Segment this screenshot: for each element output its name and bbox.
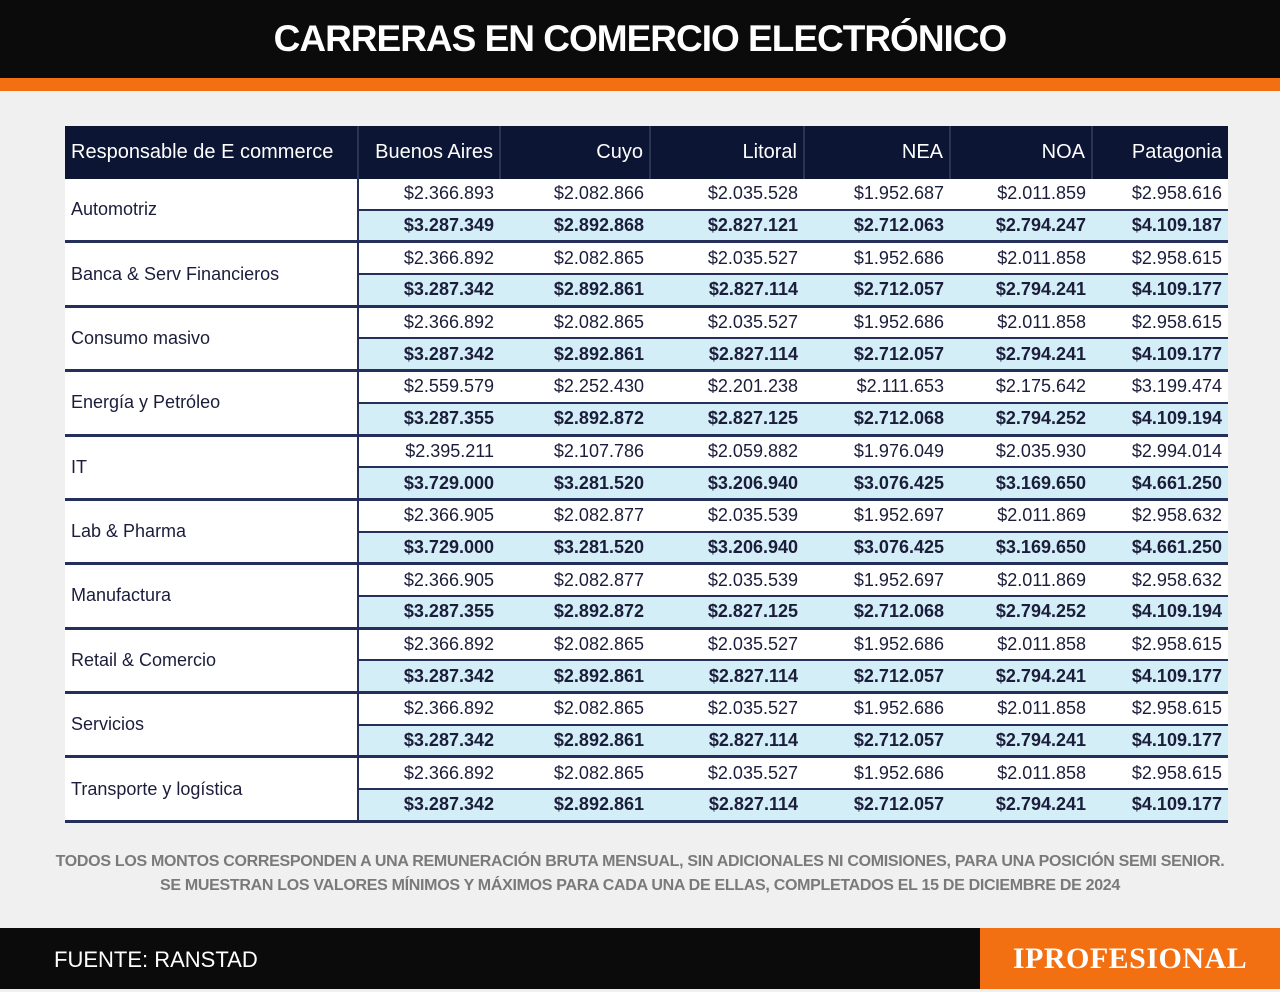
salary-max-cell: $2.827.114 (650, 725, 804, 757)
salary-max-cell: $4.661.250 (1092, 467, 1228, 499)
salary-min-cell: $1.976.049 (804, 435, 950, 467)
salary-min-cell: $2.175.642 (950, 371, 1092, 403)
table-row-min (65, 499, 1228, 531)
salary-min-cell: $2.958.615 (1092, 306, 1228, 338)
salary-min-cell: $2.958.615 (1092, 757, 1228, 789)
salary-min-cell: $2.994.014 (1092, 435, 1228, 467)
table-header-row (65, 126, 1228, 179)
salary-max-cell: $3.169.650 (950, 532, 1092, 564)
salary-max-cell: $3.169.650 (950, 467, 1092, 499)
column-header-noa: NOA (950, 126, 1092, 179)
salary-max-cell: $3.287.355 (358, 403, 500, 435)
salary-max-cell: $3.287.355 (358, 596, 500, 628)
salary-max-cell: $2.794.241 (950, 274, 1092, 306)
salary-min-cell: $1.952.686 (804, 693, 950, 725)
salary-min-cell: $2.082.877 (500, 499, 650, 531)
table-row-min (65, 628, 1228, 660)
salary-min-cell: $2.366.892 (358, 242, 500, 274)
salary-min-cell: $2.035.527 (650, 757, 804, 789)
category-label: Energía y Petróleo (65, 371, 358, 435)
salary-min-cell: $2.082.865 (500, 757, 650, 789)
salary-min-cell: $2.035.539 (650, 499, 804, 531)
salary-min-cell: $2.958.632 (1092, 564, 1228, 596)
salary-min-cell: $2.366.893 (358, 179, 500, 210)
salary-max-cell: $2.794.252 (950, 596, 1092, 628)
salary-max-cell: $4.109.187 (1092, 210, 1228, 242)
salary-max-cell: $2.827.114 (650, 338, 804, 370)
salary-min-cell: $1.952.686 (804, 757, 950, 789)
category-label: Manufactura (65, 564, 358, 628)
salary-max-cell: $3.287.342 (358, 274, 500, 306)
category-label: IT (65, 435, 358, 499)
salary-min-cell: $2.035.527 (650, 693, 804, 725)
salary-min-cell: $2.395.211 (358, 435, 500, 467)
salary-max-cell: $2.794.241 (950, 338, 1092, 370)
table-row-min (65, 435, 1228, 467)
footnote-line-1: TODOS LOS MONTOS CORRESPONDEN A UNA REMUNERACIÓN BRUTA MENSUAL, SIN ADICIONALES NI COMISIONES, PARA UNA POSICIÓN SEMI SENIOR. (55, 853, 1225, 870)
salary-max-cell: $2.827.114 (650, 660, 804, 692)
salary-min-cell: $2.107.786 (500, 435, 650, 467)
column-header-role: Responsable de E commerce (65, 126, 358, 179)
salary-min-cell: $2.958.615 (1092, 242, 1228, 274)
salary-min-cell: $2.366.905 (358, 499, 500, 531)
salary-max-cell: $2.712.057 (804, 274, 950, 306)
salary-min-cell: $2.111.653 (804, 371, 950, 403)
salary-max-cell: $3.076.425 (804, 467, 950, 499)
salary-table (65, 126, 1228, 823)
accent-divider (0, 78, 1280, 91)
category-label: Retail & Comercio (65, 628, 358, 692)
salary-max-cell: $2.827.114 (650, 274, 804, 306)
salary-max-cell: $2.794.241 (950, 789, 1092, 821)
salary-min-cell: $2.035.527 (650, 242, 804, 274)
footnote-line-2: SE MUESTRAN LOS VALORES MÍNIMOS Y MÁXIMOS PARA CADA UNA DE ELLAS, COMPLETADOS EL 15 DE DICIEMBRE DE 2024 (159, 877, 1121, 894)
salary-max-cell: $4.109.194 (1092, 403, 1228, 435)
salary-min-cell: $2.958.615 (1092, 628, 1228, 660)
salary-min-cell: $1.952.686 (804, 628, 950, 660)
salary-max-cell: $2.712.068 (804, 403, 950, 435)
salary-max-cell: $4.661.250 (1092, 532, 1228, 564)
salary-max-cell: $3.281.520 (500, 467, 650, 499)
column-header-litoral: Litoral (650, 126, 804, 179)
salary-min-cell: $2.082.865 (500, 242, 650, 274)
salary-max-cell: $2.712.057 (804, 338, 950, 370)
salary-max-cell: $2.892.861 (500, 725, 650, 757)
category-label: Transporte y logística (65, 757, 358, 821)
salary-min-cell: $2.011.869 (950, 564, 1092, 596)
salary-max-cell: $3.287.349 (358, 210, 500, 242)
salary-min-cell: $2.082.866 (500, 179, 650, 210)
salary-min-cell: $2.366.892 (358, 693, 500, 725)
salary-max-cell: $2.712.057 (804, 725, 950, 757)
salary-min-cell: $2.011.858 (950, 628, 1092, 660)
salary-max-cell: $2.794.247 (950, 210, 1092, 242)
salary-min-cell: $1.952.686 (804, 306, 950, 338)
salary-max-cell: $4.109.177 (1092, 274, 1228, 306)
column-header-nea: NEA (804, 126, 950, 179)
salary-min-cell: $2.366.892 (358, 757, 500, 789)
salary-min-cell: $2.011.869 (950, 499, 1092, 531)
category-label: Consumo masivo (65, 306, 358, 370)
salary-min-cell: $2.082.865 (500, 693, 650, 725)
column-header-cuyo: Cuyo (500, 126, 650, 179)
salary-max-cell: $3.287.342 (358, 660, 500, 692)
table-row-min (65, 179, 1228, 210)
salary-max-cell: $2.827.125 (650, 403, 804, 435)
salary-max-cell: $3.281.520 (500, 532, 650, 564)
brand-logo-box (980, 928, 1280, 989)
salary-min-cell: $2.035.527 (650, 306, 804, 338)
salary-max-cell: $2.892.861 (500, 274, 650, 306)
salary-min-cell: $2.082.865 (500, 628, 650, 660)
table-row-min (65, 693, 1228, 725)
salary-max-cell: $2.794.252 (950, 403, 1092, 435)
category-label: Banca & Serv Financieros (65, 242, 358, 306)
salary-max-cell: $2.712.057 (804, 660, 950, 692)
salary-max-cell: $4.109.194 (1092, 596, 1228, 628)
salary-max-cell: $2.892.868 (500, 210, 650, 242)
category-label: Lab & Pharma (65, 499, 358, 563)
salary-min-cell: $2.011.858 (950, 242, 1092, 274)
salary-max-cell: $2.794.241 (950, 660, 1092, 692)
salary-max-cell: $2.892.861 (500, 338, 650, 370)
salary-max-cell: $3.729.000 (358, 532, 500, 564)
table-row-min (65, 371, 1228, 403)
salary-min-cell: $2.035.539 (650, 564, 804, 596)
salary-max-cell: $4.109.177 (1092, 725, 1228, 757)
salary-max-cell: $2.712.057 (804, 789, 950, 821)
salary-min-cell: $2.035.930 (950, 435, 1092, 467)
salary-max-cell: $2.892.861 (500, 660, 650, 692)
salary-max-cell: $4.109.177 (1092, 338, 1228, 370)
page-title: CARRERAS EN COMERCIO ELECTRÓNICO (273, 18, 1007, 59)
salary-min-cell: $1.952.697 (804, 564, 950, 596)
source-label: FUENTE: RANSTAD (54, 947, 258, 972)
column-header-patagonia: Patagonia (1092, 126, 1228, 179)
salary-max-cell: $2.892.861 (500, 789, 650, 821)
salary-max-cell: $3.729.000 (358, 467, 500, 499)
salary-max-cell: $2.892.872 (500, 403, 650, 435)
salary-max-cell: $2.827.125 (650, 596, 804, 628)
salary-min-cell: $2.059.882 (650, 435, 804, 467)
salary-min-cell: $2.035.527 (650, 628, 804, 660)
salary-max-cell: $2.827.114 (650, 789, 804, 821)
salary-min-cell: $2.366.892 (358, 628, 500, 660)
salary-max-cell: $3.287.342 (358, 789, 500, 821)
category-label: Automotriz (65, 179, 358, 242)
salary-max-cell: $3.206.940 (650, 532, 804, 564)
salary-min-cell: $2.958.632 (1092, 499, 1228, 531)
salary-max-cell: $3.287.342 (358, 725, 500, 757)
salary-max-cell: $2.794.241 (950, 725, 1092, 757)
brand-logo: IPROFESIONAL (1012, 941, 1248, 975)
salary-min-cell: $2.011.858 (950, 306, 1092, 338)
salary-min-cell: $2.201.238 (650, 371, 804, 403)
salary-max-cell: $3.076.425 (804, 532, 950, 564)
footnote (0, 850, 1280, 898)
salary-min-cell: $2.366.905 (358, 564, 500, 596)
salary-max-cell: $2.892.872 (500, 596, 650, 628)
salary-min-cell: $2.958.615 (1092, 693, 1228, 725)
table-row-min (65, 564, 1228, 596)
footer-bar (0, 928, 1280, 989)
salary-max-cell: $4.109.177 (1092, 660, 1228, 692)
salary-min-cell: $2.958.616 (1092, 179, 1228, 210)
salary-min-cell: $2.082.865 (500, 306, 650, 338)
salary-max-cell: $2.827.121 (650, 210, 804, 242)
salary-min-cell: $2.035.528 (650, 179, 804, 210)
salary-min-cell: $2.559.579 (358, 371, 500, 403)
salary-min-cell: $2.366.892 (358, 306, 500, 338)
salary-min-cell: $1.952.687 (804, 179, 950, 210)
column-header-buenos-aires: Buenos Aires (358, 126, 500, 179)
table-row-min (65, 306, 1228, 338)
salary-max-cell: $4.109.177 (1092, 789, 1228, 821)
salary-min-cell: $2.082.877 (500, 564, 650, 596)
salary-min-cell: $2.252.430 (500, 371, 650, 403)
title-bar (0, 0, 1280, 78)
salary-max-cell: $2.712.063 (804, 210, 950, 242)
salary-max-cell: $3.287.342 (358, 338, 500, 370)
salary-max-cell: $2.712.068 (804, 596, 950, 628)
salary-min-cell: $1.952.697 (804, 499, 950, 531)
salary-min-cell: $2.011.859 (950, 179, 1092, 210)
salary-min-cell: $1.952.686 (804, 242, 950, 274)
table-row-min (65, 757, 1228, 789)
table-row-min (65, 242, 1228, 274)
salary-min-cell: $2.011.858 (950, 757, 1092, 789)
salary-min-cell: $3.199.474 (1092, 371, 1228, 403)
salary-max-cell: $3.206.940 (650, 467, 804, 499)
salary-min-cell: $2.011.858 (950, 693, 1092, 725)
category-label: Servicios (65, 693, 358, 757)
